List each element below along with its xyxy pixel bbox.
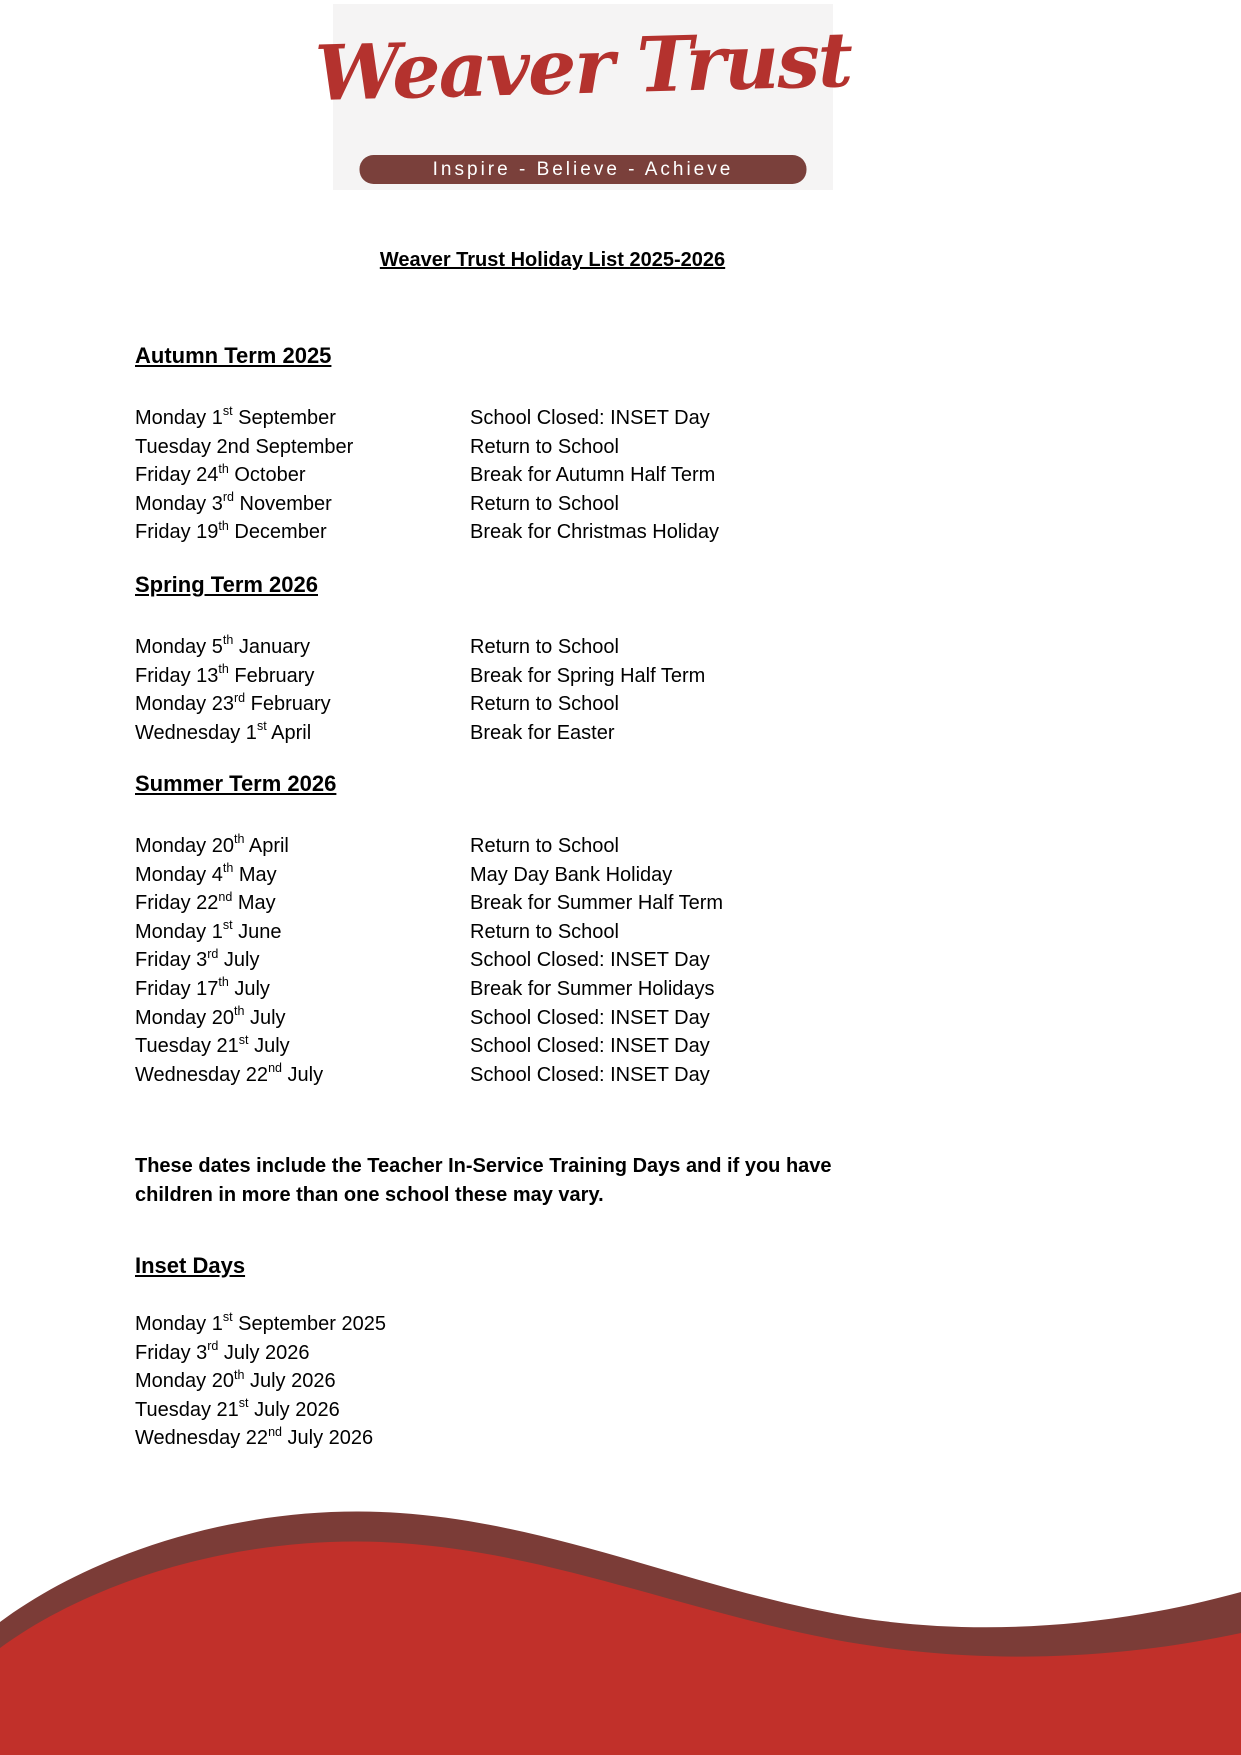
date-cell: Tuesday 21st July bbox=[135, 1032, 290, 1058]
schedule-row bbox=[135, 461, 719, 490]
event-cell: Break for Autumn Half Term bbox=[470, 464, 716, 487]
schedule-row bbox=[135, 719, 705, 748]
event-cell: School Closed: INSET Day bbox=[470, 1006, 710, 1029]
term-section bbox=[135, 342, 719, 547]
event-cell: Break for Spring Half Term bbox=[470, 664, 706, 687]
schedule-row bbox=[135, 975, 723, 1004]
event-cell: School Closed: INSET Day bbox=[470, 949, 710, 972]
date-cell: Friday 17th July bbox=[135, 975, 270, 1000]
event-cell: Return to School bbox=[470, 492, 619, 515]
note-paragraph bbox=[135, 1152, 832, 1210]
event-cell: Break for Christmas Holiday bbox=[470, 521, 719, 544]
inset-day-item: Monday 1st September 2025 bbox=[135, 1310, 387, 1335]
schedule-row bbox=[135, 404, 719, 433]
date-cell: Wednesday 22nd July bbox=[135, 1061, 324, 1086]
event-cell: Break for Summer Half Term bbox=[470, 892, 724, 915]
schedule-row bbox=[135, 490, 719, 519]
schedule-row bbox=[135, 946, 723, 975]
term-section bbox=[135, 770, 723, 1089]
schedule-row bbox=[135, 433, 719, 462]
event-cell: Return to School bbox=[470, 636, 619, 658]
logo-tagline: Inspire - Believe - Achieve bbox=[432, 159, 734, 180]
note-line-2: children in more than one school these may vary. bbox=[135, 1184, 604, 1206]
section-rows bbox=[135, 832, 723, 1089]
event-cell: Return to School bbox=[470, 435, 619, 458]
event-cell: Break for Summer Holidays bbox=[470, 977, 715, 1000]
date-cell: Monday 20th April bbox=[135, 832, 289, 857]
event-cell: Return to School bbox=[470, 835, 619, 857]
schedule-row bbox=[135, 662, 705, 691]
section-rows bbox=[135, 404, 719, 547]
section-rows bbox=[135, 633, 705, 747]
schedule-row bbox=[135, 690, 705, 719]
event-cell: May Day Bank Holiday bbox=[470, 863, 673, 886]
date-cell: Friday 24th October bbox=[135, 461, 306, 487]
schedule-row bbox=[135, 1061, 723, 1090]
section-heading: Spring Term 2026 bbox=[135, 572, 318, 597]
page-title: Weaver Trust Holiday List 2025-2026 bbox=[379, 249, 726, 271]
inset-day-item: Friday 3rd July 2026 bbox=[135, 1338, 310, 1364]
date-cell: Monday 4th May bbox=[135, 860, 277, 886]
schedule-row bbox=[135, 1032, 723, 1061]
date-cell: Friday 3rd July bbox=[135, 946, 260, 972]
footer-wave-graphic bbox=[0, 1330, 1241, 1755]
term-section bbox=[135, 571, 705, 747]
section-heading: Autumn Term 2025 bbox=[135, 343, 332, 368]
logo-wordmark: Weaver Trust bbox=[313, 15, 853, 118]
event-cell: School Closed: INSET Day bbox=[470, 407, 710, 429]
event-cell: Break for Easter bbox=[470, 721, 615, 744]
schedule-row bbox=[135, 633, 705, 662]
inset-day-item: Wednesday 22nd July 2026 bbox=[135, 1424, 374, 1450]
schedule-row bbox=[135, 918, 723, 947]
inset-day-item: Tuesday 21st July 2026 bbox=[135, 1396, 340, 1421]
schedule-row bbox=[135, 832, 723, 861]
date-cell: Friday 22nd May bbox=[135, 889, 276, 915]
logo-tagline-banner bbox=[360, 155, 807, 184]
date-cell: Monday 1st September bbox=[135, 404, 336, 429]
date-cell: Friday 13th February bbox=[135, 661, 315, 687]
section-heading: Summer Term 2026 bbox=[135, 771, 337, 796]
event-cell: Return to School bbox=[470, 920, 619, 943]
weaver-trust-logo bbox=[313, 4, 853, 190]
date-cell: Wednesday 1st April bbox=[135, 719, 312, 744]
date-cell: Friday 19th December bbox=[135, 518, 327, 544]
event-cell: Return to School bbox=[470, 693, 619, 716]
note-line-1: These dates include the Teacher In-Service Training Days and if you have bbox=[135, 1155, 832, 1177]
date-cell: Monday 5th January bbox=[135, 633, 310, 658]
inset-days-heading: Inset Days bbox=[135, 1253, 246, 1278]
schedule-row bbox=[135, 518, 719, 547]
schedule-row bbox=[135, 1004, 723, 1033]
date-cell: Monday 23rd February bbox=[135, 690, 331, 716]
event-cell: School Closed: INSET Day bbox=[470, 1063, 710, 1086]
date-cell: Monday 1st June bbox=[135, 918, 282, 943]
inset-day-item: Monday 20th July 2026 bbox=[135, 1367, 336, 1393]
date-cell: Monday 20th July bbox=[135, 1003, 286, 1029]
date-cell: Monday 3rd November bbox=[135, 490, 332, 515]
schedule-row bbox=[135, 889, 723, 918]
schedule-row bbox=[135, 861, 723, 890]
date-cell: Tuesday 2nd September bbox=[135, 435, 354, 458]
event-cell: School Closed: INSET Day bbox=[470, 1035, 710, 1058]
